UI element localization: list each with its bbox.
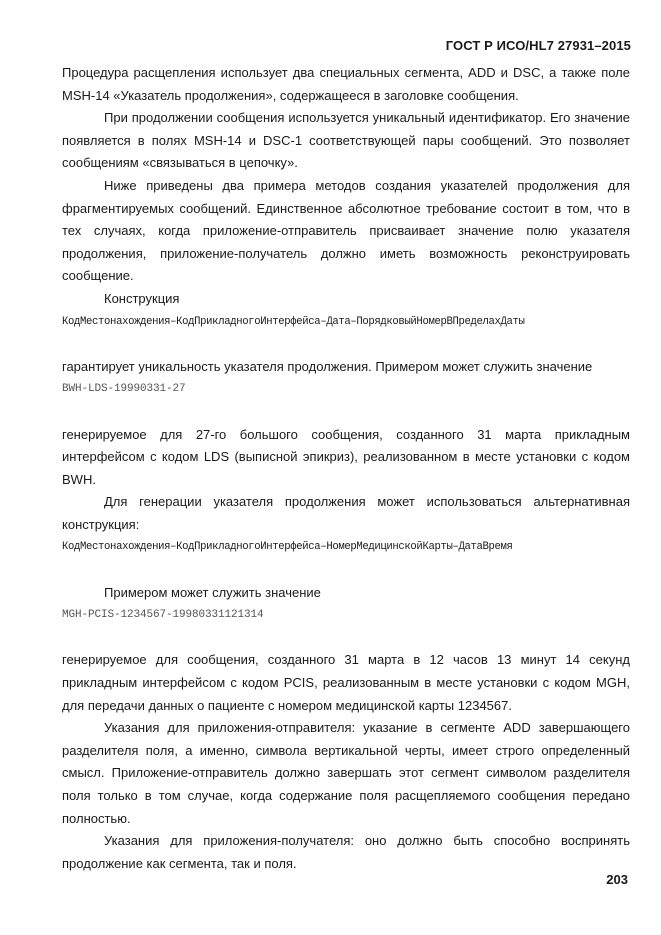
paragraph-split-procedure: Процедура расщепления использует два специальных сегмента, ADD и DSC, а также поле MSH-14 «Указатель продолжения», содержащееся в заголовке сообщения.: [62, 65, 630, 103]
paragraph-example-intro: Примером может служить значение: [104, 584, 321, 600]
spacer: [62, 559, 630, 582]
paragraph-uniqueness: гарантирует уникальность указателя продолжения. Примером может служить значение: [62, 358, 593, 374]
page-header-standard: ГОСТ Р ИСО/HL7 27931–2015: [445, 38, 631, 53]
page-number: 203: [606, 872, 628, 887]
spacer: [62, 401, 630, 424]
paragraph-unique-identifier: При продолжении сообщения используется уникальный идентификатор. Его значение появляется в полях MSH-14 и DSC-1 соответствующей пары сообщений. Это позволяет сообщениям «связываться в цепочку».: [62, 110, 630, 171]
paragraph-sender-instructions: Указания для приложения-отправителя: указание в сегменте ADD завершающего разделителя поля, а именно, символа вертикальной черты, имеет строго определенный смысл. Приложение-отправитель должно завершать этот сегмент символом разделителя поля только в том случае, когда содержание поля расщепляемого сообщения передано полностью.: [62, 720, 630, 826]
paragraph-alternative-construction: Для генерации указателя продолжения может использоваться альтернативная конструкция:: [62, 494, 630, 532]
paragraph-receiver-instructions: Указания для приложения-получателя: оно должно быть способно воспринять продолжение как сегмента, так и поля.: [62, 833, 630, 871]
paragraph-example-2-explanation: генерируемое для сообщения, созданного 31 марта в 12 часов 13 минут 14 секунд прикладным интерфейсом с кодом PCIS, реализованным в месте установки с кодом MGH, для передачи данных о пациенте с номером медицинской карты 1234567.: [62, 652, 630, 713]
example-value-1: BWH-LDS-19990331-27: [62, 383, 186, 396]
paragraph-example-1-explanation: генерируемое для 27-го большого сообщения, созданного 31 марта прикладным интерфейсом с кодом LDS (выписной эпикриз), реализованном в месте установки с кодом BWH.: [62, 426, 630, 487]
example-value-2: MGH-PCIS-1234567-19980331121314: [62, 609, 264, 622]
paragraph-two-examples: Ниже приведены два примера методов создания указателей продолжения для фрагментируемых сообщений. Единственное абсолютное требование состоит в том, что в тех случаях, когда приложение-отправитель присваивает значение полю указателя продолжения, приложение-получатель должно иметь возможность реконструировать сообщение.: [62, 177, 630, 284]
document-body: [62, 62, 630, 875]
spacer: [62, 627, 630, 650]
spacer: [62, 333, 630, 356]
construction-formula-2: КодМестонахождения–КодПрикладногоИнтерфейса–НомерМедицинскойКарты–ДатаВремя: [62, 541, 513, 554]
paragraph-construction-label: Конструкция: [104, 290, 180, 306]
construction-formula-1: КодМестонахождения–КодПрикладногоИнтерфейса–Дата–ПорядковыйНомерВПределахДаты: [62, 315, 525, 328]
